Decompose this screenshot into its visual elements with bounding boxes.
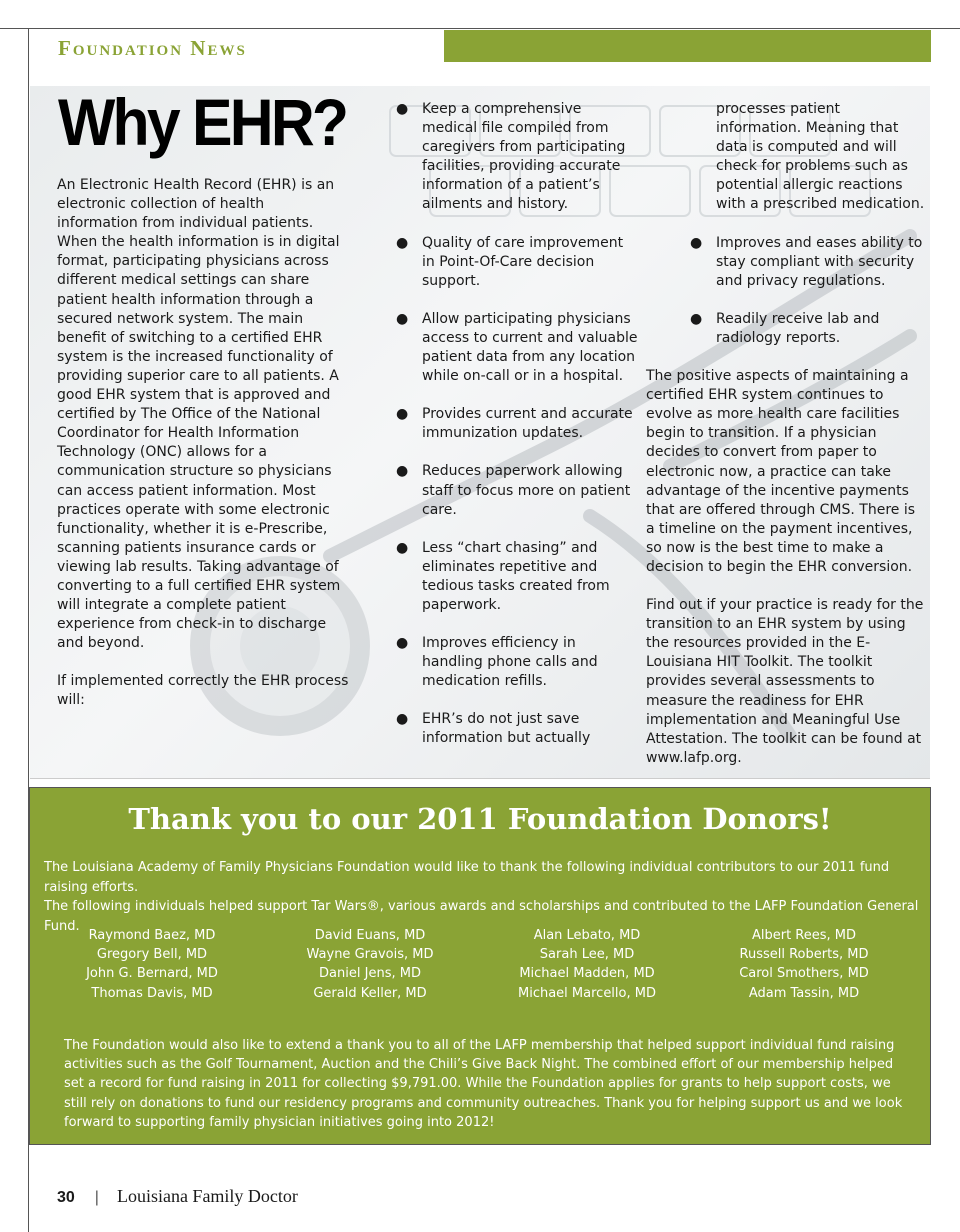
list-item: ● Readily receive lab and radiology reports. bbox=[690, 310, 880, 346]
donor-name: Raymond Baez, MD bbox=[88, 928, 216, 943]
bullet-icon: ● bbox=[690, 310, 703, 327]
donor-name: Sarah Lee, MD bbox=[539, 947, 635, 963]
page-footer bbox=[57, 1186, 298, 1207]
donor-name: Alan Lebato, MD bbox=[533, 928, 641, 943]
article-paragraph: Find out if your practice is ready for the transition to an EHR system by using the resources provided in the E-Louisiana HIT Toolkit. The toolkit provides several assessments to measure the readiness for EHR implementation and Meaningful Use Attestation. The toolkit can be found at www.lafp.org. bbox=[646, 597, 924, 766]
donors-panel bbox=[29, 787, 931, 1145]
bullet-icon: ● bbox=[396, 406, 409, 423]
section-title: Foundation News bbox=[58, 36, 247, 60]
donor-name: Adam Tassin, MD bbox=[748, 985, 860, 1001]
article-paragraph: If implemented correctly the EHR process will: bbox=[57, 673, 349, 709]
donor-name: Albert Rees, MD bbox=[751, 928, 857, 943]
bullet-icon: ● bbox=[396, 539, 409, 556]
donor-names-column bbox=[42, 926, 262, 1003]
top-rule bbox=[0, 28, 960, 29]
list-item: ● Quality of care improvement in Point-Of-Care decision support. bbox=[396, 234, 624, 289]
donors-intro bbox=[44, 858, 924, 936]
publication-name: Louisiana Family Doctor bbox=[116, 1186, 298, 1206]
donor-names-column bbox=[477, 926, 697, 1003]
article-paragraph: The positive aspects of maintaining a certified EHR system continues to evolve as more health care facilities begin to transition. If a physician decides to convert from paper to electronic now, a practice can take advantage of the incentive payments that are offered through CMS. There is a timeline on the payment incentives, so now is the best time to make a decision to begin the EHR conversion. bbox=[646, 368, 916, 575]
list-item: ● Keep a comprehensive medical file compiled from caregivers from participating facilities, providing accurate information of a patient’s ailments and history. bbox=[396, 101, 626, 213]
article-column-1 bbox=[57, 176, 349, 730]
benefits-list-continued bbox=[646, 234, 928, 348]
article-paragraph: An Electronic Health Record (EHR) is an electronic collection of health information from individual patients. When the health information is in digital format, participating physicians across different medical settings can share patient health information through a secured network system. The main benefit of switching to a certified EHR system is the increased functionality of providing superior care to all patients. A good EHR system that is approved and certified by The Office of the National Coordinator for Health Information Technology (ONC) allows for a communication structure so physicians can access patient information. Most practices operate with some electronic functionality, whether it is e-Prescribe, scanning patients insurance cards or viewing lab results. Taking advantage of converting to a full certified EHR system will integrate a complete patient experience from check-in to discharge and beyond. bbox=[57, 177, 341, 652]
bullet-icon: ● bbox=[396, 234, 409, 251]
donors-intro-line: The Louisiana Academy of Family Physicians Foundation would like to thank the following individual contributors to our 2011 fund raising efforts. bbox=[44, 860, 890, 895]
footer-separator: | bbox=[94, 1189, 99, 1206]
list-item: ● Improves efficiency in handling phone calls and medication refills. bbox=[396, 635, 598, 690]
bullet-icon: ● bbox=[396, 310, 409, 327]
page-number: 30 bbox=[57, 1189, 75, 1206]
donor-name: Michael Marcello, MD bbox=[518, 985, 656, 1001]
donors-intro-line: The following individuals helped support Tar Wars®, various awards and scholarships and contributed to the LAFP Foundation General Fund. bbox=[44, 899, 919, 934]
list-item: ● Allow participating physicians access to current and valuable patient data from any location while on-call or in a hospital. bbox=[396, 310, 638, 385]
donor-name: Gregory Bell, MD bbox=[96, 947, 208, 963]
donor-name: Thomas Davis, MD bbox=[91, 985, 213, 1001]
donor-name: Gerald Keller, MD bbox=[313, 985, 427, 1001]
list-item: ● Less “chart chasing” and eliminates repetitive and tedious tasks created from paperwork. bbox=[396, 539, 610, 613]
article-headline: Why EHR? bbox=[58, 85, 347, 159]
donor-names-column bbox=[694, 926, 914, 1003]
list-item: ● EHR’s do not just save information but actually bbox=[396, 711, 591, 747]
donor-name: John G. Bernard, MD bbox=[86, 966, 218, 982]
donors-outro: The Foundation would also like to extend a thank you to all of the LAFP membership that helped support individual fund raising activities such as the Golf Tournament, Auction and the Chili’s Give Back Night. The combined effort of our membership helped set a record for fund raising in 2011 for collecting $9,791.00. While the Foundation applies for grants to help support costs, we still rely on donations to fund our residency programs and community outreaches. Thank you for helping support us and we look forward to supporting family physician initiatives going into 2012! bbox=[64, 1038, 903, 1130]
bullet-icon: ● bbox=[396, 463, 409, 480]
header-band bbox=[444, 30, 931, 62]
donor-name: David Euans, MD bbox=[314, 928, 426, 943]
bullet-continuation: processes patient information. Meaning that data is computed and will check for problems such as potential allergic reactions with a prescribed medication. bbox=[716, 101, 925, 213]
donor-name: Michael Madden, MD bbox=[519, 966, 655, 982]
bullet-icon: ● bbox=[396, 635, 409, 652]
benefits-list bbox=[392, 100, 638, 749]
donor-name: Carol Smothers, MD bbox=[739, 966, 869, 982]
article-column-3 bbox=[646, 100, 928, 787]
bullet-icon: ● bbox=[690, 234, 703, 251]
donor-name: Russell Roberts, MD bbox=[739, 947, 869, 963]
bullet-icon: ● bbox=[396, 101, 409, 117]
list-item: ● Reduces paperwork allowing staff to focus more on patient care. bbox=[396, 463, 631, 518]
bullet-icon: ● bbox=[396, 711, 409, 728]
donors-title: Thank you to our 2011 Foundation Donors! bbox=[128, 802, 832, 836]
article-column-2 bbox=[392, 100, 638, 768]
list-item: ● Provides current and accurate immunization updates. bbox=[396, 406, 633, 442]
list-item: ● Improves and eases ability to stay compliant with security and privacy regulations. bbox=[690, 234, 923, 289]
donor-name: Wayne Gravois, MD bbox=[306, 947, 434, 963]
donor-name: Daniel Jens, MD bbox=[319, 966, 421, 982]
donor-names-column bbox=[260, 926, 480, 1003]
